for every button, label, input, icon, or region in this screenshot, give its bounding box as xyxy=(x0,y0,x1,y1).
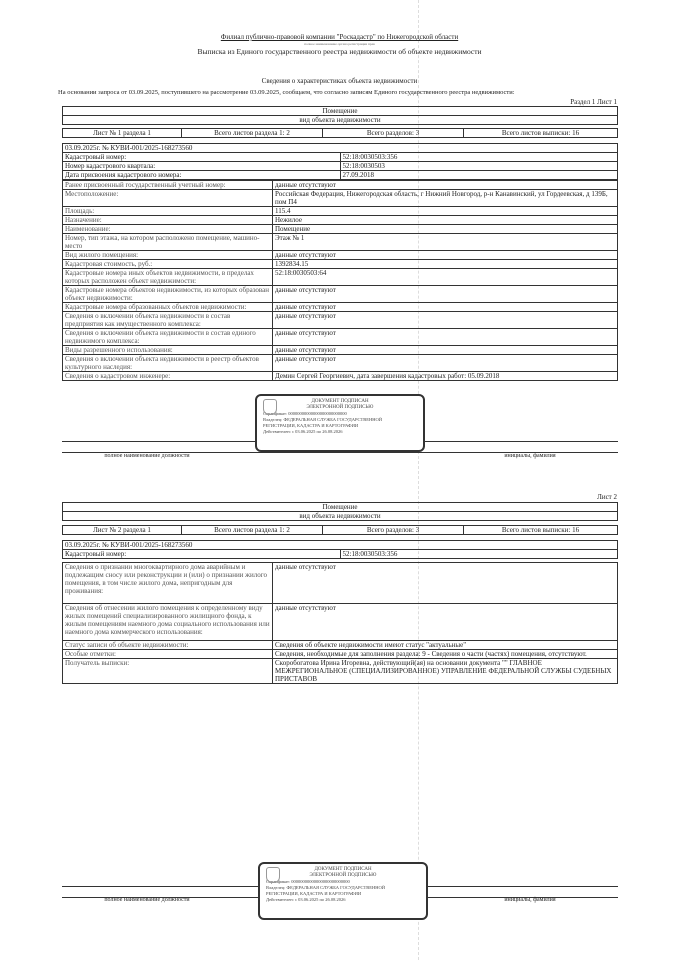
field-label: Кадастровые номера иных объектов недвижимости, в пределах которых расположен объект недвижимости: xyxy=(63,269,273,286)
stamp-subtitle: ЭЛЕКТРОННОЙ ПОДПИСЬЮ xyxy=(309,873,377,878)
object-type-table xyxy=(62,106,618,125)
table-row xyxy=(63,269,618,286)
stamp-validity: Действителен: с 03.06.2025 по 26.08.2026 xyxy=(263,429,343,434)
identifiers-table xyxy=(62,143,618,180)
field-value: Демин Сергей Георгиевич, дата завершения кадастровых работ: 05.09.2018 xyxy=(273,372,618,381)
object-type-label: вид объекта недвижимости xyxy=(63,512,618,521)
table-row xyxy=(63,207,618,216)
field-label: Наименование: xyxy=(63,225,273,234)
table-row xyxy=(63,303,618,312)
stamp-subtitle: ЭЛЕКТРОННОЙ ПОДПИСЬЮ xyxy=(306,405,374,410)
field-label: Особые отметки: xyxy=(63,650,273,659)
table-row xyxy=(63,355,618,372)
field-label: Статус записи об объекте недвижимости: xyxy=(63,641,273,650)
emblem-icon xyxy=(263,399,277,415)
field-value: данные отсутствуют xyxy=(273,563,618,604)
section-sheets-total: Всего листов раздела 1: 2 xyxy=(182,526,323,535)
table-row xyxy=(63,162,618,171)
name-label: инициалы, фамилия xyxy=(504,453,556,459)
field-value: Российская Федерация, Нижегородская область, г Нижний Новгород, р-н Канавинский, ул Гордеевская, д 139Б, пом П4 xyxy=(273,190,618,207)
position-label: полное наименование должности xyxy=(104,453,190,459)
org-name-text: Филиал публично-правовой компании "Роскадастр" по Нижегородской области xyxy=(220,33,459,41)
stamp-validity: Действителен: с 03.06.2025 по 26.08.2026 xyxy=(266,897,346,902)
field-label: Площадь: xyxy=(63,207,273,216)
table-row xyxy=(63,216,618,225)
field-label: Сведения о включении объекта недвижимости в состав предприятия как имущественного комплекса: xyxy=(63,312,273,329)
sheet-2-label: Лист 2 xyxy=(597,493,617,501)
sections-total: Всего разделов: 3 xyxy=(323,129,464,138)
field-label: Номер кадастрового квартала: xyxy=(63,162,341,171)
field-value: 1392834.15 xyxy=(273,260,618,269)
table-row xyxy=(63,659,618,684)
table-row xyxy=(63,312,618,329)
position-label-2: полное наименование должности xyxy=(104,897,190,903)
field-label: Сведения об отнесении жилого помещения к определенному виду жилых помещений специализированного жилищного фонда, к жилым помещениям наемного дома социального использования или наемного дома коммерческого использования: xyxy=(63,604,273,641)
field-value: 27.09.2018 xyxy=(340,171,618,180)
status-table xyxy=(62,562,618,684)
table-row xyxy=(63,225,618,234)
section-sheets-total: Всего листов раздела 1: 2 xyxy=(182,129,323,138)
field-label: Сведения о включении объекта недвижимости в состав единого недвижимого комплекса: xyxy=(63,329,273,346)
field-value: Этаж № 1 xyxy=(273,234,618,251)
table-row xyxy=(63,641,618,650)
field-value: Помещение xyxy=(273,225,618,234)
field-label: Сведения о кадастровом инженере: xyxy=(63,372,273,381)
field-value: Нежилое xyxy=(273,216,618,225)
table-row xyxy=(63,260,618,269)
stamp-certificate: Сертификат: 00000000000000000000000000 xyxy=(266,879,350,884)
field-label: Кадастровые номера образованных объектов недвижимости: xyxy=(63,303,273,312)
intro-text: На основании запроса от 03.09.2025, поступившего на рассмотрение 03.09.2025, сообщаем, что согласно записям Единого государственного реестра недвижимости: xyxy=(58,89,515,96)
stamp-owner: Владелец: ФЕДЕРАЛЬНАЯ СЛУЖБА ГОСУДАРСТВЕННОЙ xyxy=(263,417,383,422)
field-value: данные отсутствуют xyxy=(273,312,618,329)
field-value: данные отсутствуют xyxy=(273,346,618,355)
field-value: данные отсутствуют xyxy=(273,286,618,303)
field-value: данные отсутствуют xyxy=(273,303,618,312)
document-title: Выписка из Единого государственного реестра недвижимости об объекте недвижимости xyxy=(197,47,482,56)
table-row xyxy=(63,153,618,162)
table-row xyxy=(63,234,618,251)
request-number: 03.09.2025г. № КУВИ-001/2025-168273560 xyxy=(63,541,618,550)
field-value: 115.4 xyxy=(273,207,618,216)
sheet-number: Лист № 1 раздела 1 xyxy=(63,129,182,138)
field-value: 52:18:0030503:356 xyxy=(340,153,618,162)
field-label: Сведения о признании многоквартирного дома аварийным и подлежащим сносу или реконструкции и (или) о признании жилого помещения, в том числе жилого дома, непригодным для проживания: xyxy=(63,563,273,604)
org-name xyxy=(0,33,679,41)
field-label: Ранее присвоенный государственный учетный номер: xyxy=(63,181,273,190)
object-type: Помещение xyxy=(63,503,618,512)
cadastral-number-value: 52:18:0030503:356 xyxy=(340,550,618,559)
field-value: данные отсутствуют xyxy=(273,329,618,346)
stamp-certificate: Сертификат: 00000000000000000000000000 xyxy=(263,411,347,416)
field-label: Кадастровые номера объектов недвижимости, из которых образован объект недвижимости: xyxy=(63,286,273,303)
section-sheet: Раздел 1 Лист 1 xyxy=(570,98,617,106)
field-label: Местоположение: xyxy=(63,190,273,207)
field-label: Назначение: xyxy=(63,216,273,225)
sheet-info-table-2 xyxy=(62,525,618,535)
table-row xyxy=(63,171,618,180)
field-label: Кадастровая стоимость, руб.: xyxy=(63,260,273,269)
extract-sheets-total: Всего листов выписки: 16 xyxy=(464,526,618,535)
table-row xyxy=(63,286,618,303)
object-type: Помещение xyxy=(63,107,618,116)
stamp-title: ДОКУМЕНТ ПОДПИСАН xyxy=(311,399,369,404)
sections-total: Всего разделов: 3 xyxy=(323,526,464,535)
field-label: Виды разрешенного использования: xyxy=(63,346,273,355)
name-label-2: инициалы, фамилия xyxy=(504,897,556,903)
field-label: Кадастровый номер: xyxy=(63,153,341,162)
stamp-owner: Владелец: ФЕДЕРАЛЬНАЯ СЛУЖБА ГОСУДАРСТВЕННОЙ xyxy=(266,885,386,890)
field-value: Сведения, необходимые для заполнения раздела: 9 - Сведения о части (частях) помещения, отсутствуют. xyxy=(273,650,618,659)
field-label: Получатель выписки: xyxy=(63,659,273,684)
field-value: данные отсутствуют xyxy=(273,604,618,641)
stamp-owner-cont: РЕГИСТРАЦИИ, КАДАСТРА И КАРТОГРАФИИ xyxy=(263,423,359,428)
table-row xyxy=(63,604,618,641)
sheet-info-table xyxy=(62,128,618,138)
field-label: Вид жилого помещения: xyxy=(63,251,273,260)
table-row xyxy=(63,190,618,207)
table-row xyxy=(63,346,618,355)
cadastral-number-label: Кадастровый номер: xyxy=(63,550,341,559)
field-value: Скоробогатова Ирина Игоревна, действующий(ая) на основании документа "" ГЛАВНОЕ МЕЖРЕГИОНАЛЬНОЕ (СПЕЦИАЛИЗИРОВАННОЕ) УПРАВЛЕНИЕ ФЕДЕРАЛЬНОЙ СЛУЖБЫ СУДЕБНЫХ ПРИСТАВОВ xyxy=(273,659,618,684)
object-type-table-2 xyxy=(62,502,618,521)
characteristics-table xyxy=(62,180,618,381)
sheet-number: Лист № 2 раздела 1 xyxy=(63,526,182,535)
table-row xyxy=(63,372,618,381)
stamp-title: ДОКУМЕНТ ПОДПИСАН xyxy=(314,867,372,872)
identifiers-table-2 xyxy=(62,540,618,559)
table-row xyxy=(63,251,618,260)
field-label: Дата присвоения кадастрового номера: xyxy=(63,171,341,180)
stamp-owner-cont: РЕГИСТРАЦИИ, КАДАСТРА И КАРТОГРАФИИ xyxy=(266,891,362,896)
table-row xyxy=(63,181,618,190)
field-value: Сведения об объекте недвижимости имеют статус "актуальные" xyxy=(273,641,618,650)
extract-sheets-total: Всего листов выписки: 16 xyxy=(464,129,618,138)
table-row xyxy=(63,329,618,346)
emblem-icon xyxy=(266,867,280,883)
e-signature-stamp xyxy=(255,394,425,452)
table-row xyxy=(63,563,618,604)
section-title: Сведения о характеристиках объекта недвижимости xyxy=(261,77,418,85)
field-value: данные отсутствуют xyxy=(273,251,618,260)
field-label: Сведения о включении объекта недвижимости в реестр объектов культурного наследия: xyxy=(63,355,273,372)
field-value: данные отсутствуют xyxy=(273,181,618,190)
object-type-label: вид объекта недвижимости xyxy=(63,116,618,125)
e-signature-stamp-2 xyxy=(258,862,428,920)
field-value: 52:18:0030503:64 xyxy=(273,269,618,286)
field-label: Номер, тип этажа, на котором расположено помещение, машино-место xyxy=(63,234,273,251)
table-row xyxy=(63,650,618,659)
request-number: 03.09.2025г. № КУВИ-001/2025-168273560 xyxy=(63,144,618,153)
org-note: полное наименование органа регистрации прав xyxy=(304,42,375,46)
field-value: 52:18:0030503 xyxy=(340,162,618,171)
field-value: данные отсутствуют xyxy=(273,355,618,372)
